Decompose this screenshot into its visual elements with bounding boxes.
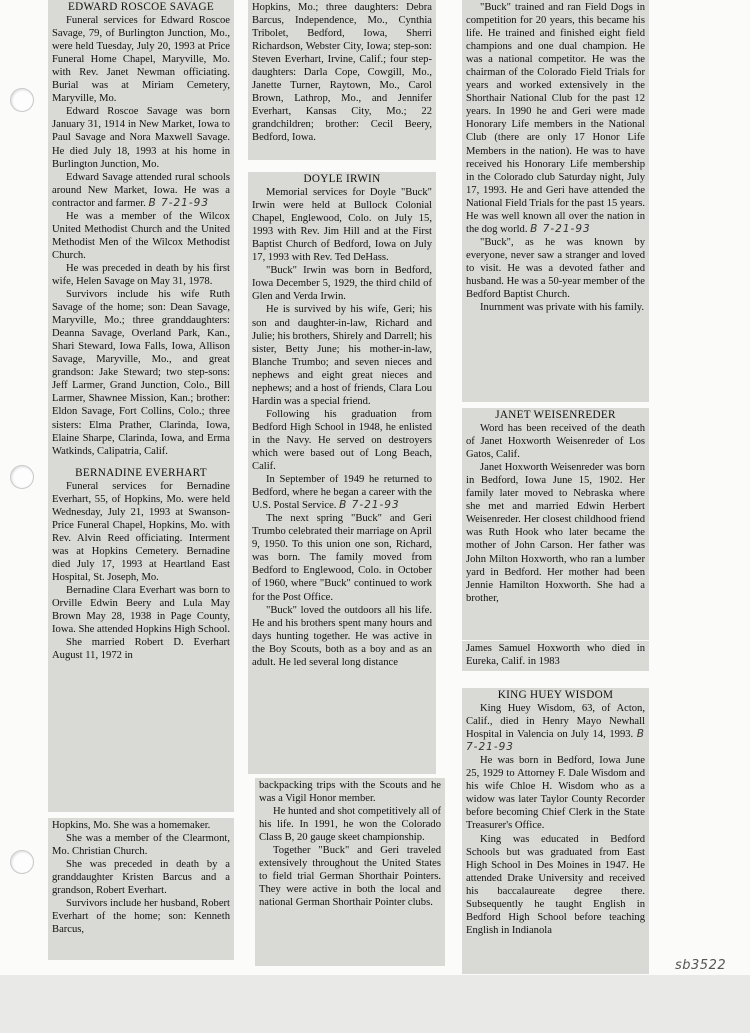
paragraph: Survivors include his wife Ruth Savage of the home; son: Dean Savage, Maryville, Mo.; three granddaughters: Deanna Savage, Overland Park, Kan., Shari Steward, Iowa Falls, Iowa, Allison Savage, Maryville, Mo., and great grandson: Jake Steward; two step-sons: Jeff Larmer, Grand Junction, Colo., Bill Larmer, Shawnee Mission, Kan.; brother: Eldon Savage, Fort Collins, Colo.; three sisters: Elma Prather, Clarinda, Iowa, Elaine Sharpe, Clarinda, Iowa, and Erma Watkinds, Calipatria, Calif. (52, 289, 230, 457)
paragraph: James Samuel Hoxworth who died in Eureka, Calif. in 1983 (466, 643, 645, 668)
paragraph: Word has been received of the death of Janet Hoxworth Weisenreder of Los Gatos, Calif. (466, 423, 645, 461)
paragraph: Funeral services for Bernadine Everhart, 55, of Hopkins, Mo. were held Wednesday, July 21, 1993 at Swanson-Price Funeral Chapel, Hopkins, Mo. with Rev. Alvin Reed officiating. Interment was at Hopkins Cemetery. Bernadine died July 17, 1993 at Heartland East Hospital, St. Joseph, Mo. (52, 480, 230, 584)
paragraph (466, 1, 645, 236)
paragraph: She was preceded in death by a granddaughter Kristen Barcus and a grandson, Robert Everhart. (52, 859, 230, 897)
binder-hole-top (10, 88, 34, 112)
clipping-irwin-continued (255, 778, 445, 966)
paragraph: Survivors include her husband, Robert Everhart of the home; son: Kenneth Barcus, (52, 898, 230, 936)
paragraph: Funeral services for Edward Roscoe Savage, 79, of Burlington Junction, Mo., were held Tuesday, July 20, 1993 at Price Funeral Home Chapel, Maryville, Mo. with Rev. Janet Newman officiating. Burial was at Miriam Cemetery, Maryville, Mo. (52, 15, 230, 105)
paragraph: Inurnment was private with his family. (480, 302, 645, 314)
clipping-wisdom (462, 688, 649, 974)
paragraph (52, 171, 230, 210)
binder-hole-bottom (10, 850, 34, 874)
binder-hole-middle (10, 465, 34, 489)
paragraph: Together "Buck" and Geri traveled extensively throughout the United States to field trial German Shorthair Pointers. They were active in both the local and national German Shorthair Pointer clubs. (259, 845, 441, 909)
paragraph: Hopkins, Mo.; three daughters: Debra Barcus, Independence, Mo., Cynthia Tribolet, Bedford, Iowa, Sherri Richardson, Webster City, Iowa; step-son: Steven Everhart, Irvine, Calif.; four step-daughters: Darla Cope, Cowgill, Mo., Janette Turner, Raytown, Mo., Carol Brown, Lathrop, Mo., and Jennifer Everhart, Kansas City, Mo.; 22 grandchildren; brother: Cecil Beery, Bedford, Iowa. (252, 2, 432, 144)
paragraph: Following his graduation from Bedford High School in 1948, he enlisted in the Navy. He served on destroyers which were based out of Long Beach, Calif. (252, 408, 432, 473)
scanner-margin (0, 975, 750, 1033)
paragraph: Bernadine Clara Everhart was born to Orville Edwin Beery and Lula May Brown May 28, 1938 in Page County, Iowa. She attended Hopkins High School. (52, 585, 231, 636)
paragraph: Janet Hoxworth Weisenreder was born in Bedford, Iowa June 15, 1902. Her family later moved to Nebraska where she met and married Edwin Herbert Weisenreder. Her closest childhood friend was Ruth Hook who later became the mother of John Carson. Her father was John Milton Hoxworth, who ran a lumber yard in Bedford. Her mother had been Jennie Hamilton Hoxworth. She had a brother, (466, 462, 645, 604)
paragraph-text: King Huey Wisdom, 63, of Acton, Calif., died in Henry Mayo Newhall Hospital in Valencia on July 14, 1993. (466, 703, 645, 741)
clipping-weisenreder-continued (462, 641, 649, 671)
paragraph-text: "Buck" trained and ran Field Dogs in competition for 20 years, this became his life. He trained and finished eight field champions and one dual champion. He was a national competitor. He was the chairman of the Colorado Field Trials for years and worked extensively in the Shorthair National Club for the past 12 years. In 1990 he and Geri were made Honorary Life members in the National Club (there are only 17 Honor Life Members in the nation). He was to have received his Honorary Life membership in the Colorado club Saturday night, July 17, 1993. He and Geri have attended the National Field Trials for the past 15 years. He was well known all over the nation in the dog world. (466, 2, 645, 235)
document-id: sb3522 (675, 958, 727, 973)
paragraph: backpacking trips with the Scouts and he was a Vigil Honor member. (259, 780, 441, 805)
handwritten-date: B 7-21-93 (530, 222, 591, 235)
handwritten-date: B 7-21-93 (466, 728, 645, 754)
obituary-title: BERNADINE EVERHART (75, 466, 207, 479)
obituary-title: EDWARD ROSCOE SAVAGE (67, 1, 215, 13)
paragraph (252, 473, 432, 512)
paragraph: He was a member of the Wilcox United Methodist Church and the United Methodist Men of the Wilcox Methodist Church. (52, 210, 230, 261)
paragraph: Edward Roscoe Savage was born January 31, 1914 in New Market, Iowa to Paul Savage and Nora Maxwell Savage. He died July 18, 1993 at his home in Burlington Junction, Mo. (52, 106, 230, 170)
clipping-irwin (248, 172, 436, 774)
handwritten-date: B 7-21-93 (339, 499, 400, 512)
obituary-title: JANET WEISENREDER (495, 409, 616, 421)
paragraph: "Buck", as he was known by everyone, never saw a stranger and loved to visit. He was a devoted father and husband. He was a 50-year member of the Bedford Baptist Church. (466, 236, 645, 301)
paragraph: She was a member of the Clearmont, Mo. Christian Church. (52, 833, 230, 858)
clipping-everhart-survivors (248, 0, 436, 160)
paragraph: Hopkins, Mo. She was a homemaker. (52, 820, 211, 831)
paragraph: He is survived by his wife, Geri; his son and daughter-in-law, Richard and Julie; his brothers, Shirely and Darrell; his sister, Betty June; his mother-in-law, Blanche Trumbo; and seven nieces and nephews and eight great nieces and nephews; and a host of friends, Clara Lou Hardin was a special friend. (252, 304, 432, 407)
paragraph: He hunted and shot competitively all of his life. In 1991, he won the Colorado Class B, 20 gauge skeet championship. (259, 806, 441, 844)
paragraph (466, 702, 645, 754)
paragraph: He was born in Bedford, Iowa June 25, 1929 to Attorney F. Dale Wisdom and his wife Chloe H. Wisdom who as a widow was later Taylor County Recorder before becoming Chief Clerk in the State Treasurer's Office. (466, 755, 645, 832)
paragraph: She married Robert D. Everhart August 11, 1972 in (52, 637, 230, 662)
clipping-irwin-field-dogs (462, 0, 649, 402)
paragraph: Memorial services for Doyle "Buck" Irwin were held at Bullock Colonial Chapel, Englewood, Colo. on July 15, 1993 with Rev. Jim Hill and at the First Baptist Church of Bedford, Iowa on July 17, 1993 with Rev. Ted DeHass. (252, 187, 432, 264)
clipping-weisenreder (462, 408, 649, 640)
paragraph: He was preceded in death by his first wife, Helen Savage on May 31, 1978. (52, 262, 230, 287)
paragraph-text: In September of 1949 he returned to Bedford, where he began a career with the U.S. Postal Service. (252, 474, 432, 512)
obituary-title: DOYLE IRWIN (303, 173, 381, 185)
clipping-everhart-continued (48, 818, 234, 960)
paragraph: "Buck" Irwin was born in Bedford, Iowa December 5, 1929, the third child of Glen and Verda Irwin. (252, 265, 432, 303)
clipping-savage-everhart (48, 0, 234, 812)
handwritten-date: B 7-21-93 (148, 196, 210, 209)
obituary-title: KING HUEY WISDOM (497, 689, 614, 701)
paragraph: King was educated in Bedford Schools but was graduated from East High School in Des Moines in 1947. He attended Drake University and received his baccalaureate degree there. Subsequently he taught English in Bedford High School before teaching English in Indianola (466, 833, 645, 936)
paragraph: The next spring "Buck" and Geri Trumbo celebrated their marriage on April 9, 1950. To this union one son, Richard, was born. The family moved from Bedford to Englewood, Colo. in October of 1960, where "Buck" continued to work for the Post Office. (252, 513, 432, 603)
paragraph: "Buck" loved the outdoors all his life. He and his brothers spent many hours and days hunting together. He was active in the Boy Scouts, both as a boy and as an adult. He led several long distance (252, 604, 432, 668)
paragraph-text: Edward Savage attended rural schools around New Market, Iowa. He was a contractor and farmer. (52, 171, 230, 209)
